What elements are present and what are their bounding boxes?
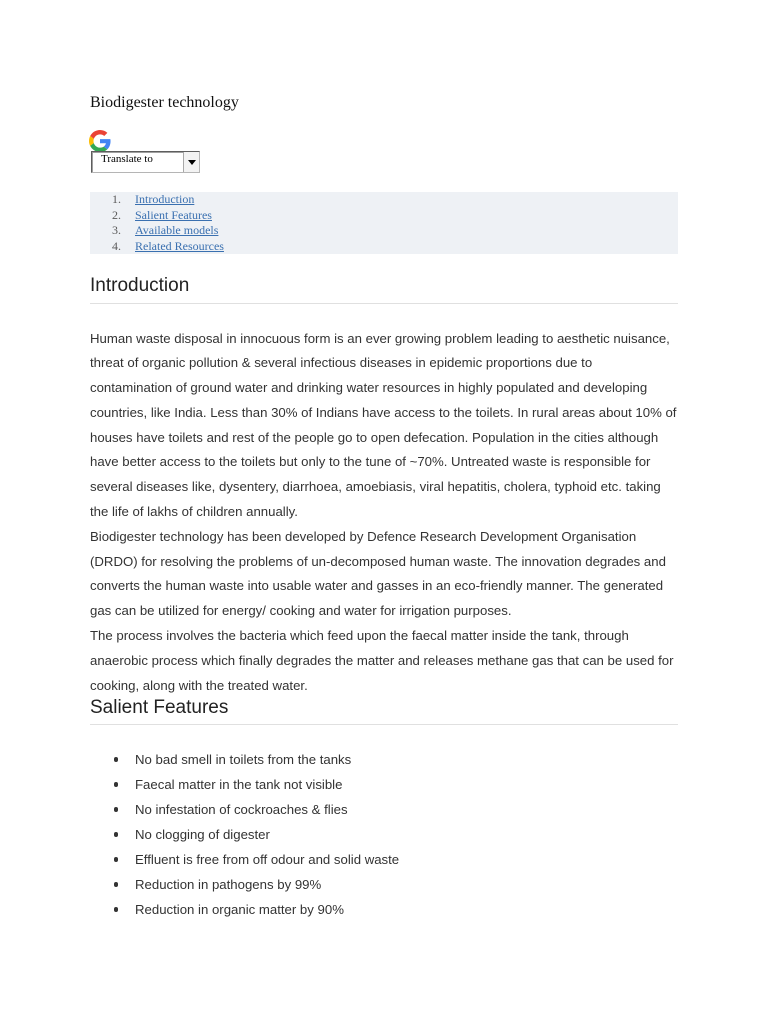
intro-paragraph bbox=[90, 525, 676, 624]
paragraph-line: the life of lakhs of children annually. bbox=[90, 504, 298, 520]
list-item-text: Reduction in organic matter by 90% bbox=[135, 901, 344, 917]
paragraph-line: The process involves the bacteria which feed upon the faecal matter inside the tank, through bbox=[90, 628, 629, 644]
paragraph-line: cooking, along with the treated water. bbox=[90, 677, 308, 693]
introduction-heading: Introduction bbox=[90, 275, 190, 296]
paragraph-line: Human waste disposal in innocuous form is an ever growing problem leading to aesthetic nuisance, bbox=[90, 330, 670, 346]
intro-paragraph bbox=[90, 624, 676, 698]
table-of-contents bbox=[90, 192, 678, 254]
toc-item-number: 2. bbox=[112, 207, 121, 222]
section-divider bbox=[90, 303, 678, 304]
translate-select-label: Translate to bbox=[101, 153, 153, 165]
list-item bbox=[90, 772, 399, 797]
intro-paragraph bbox=[90, 327, 676, 525]
salient-features-heading: Salient Features bbox=[90, 697, 229, 718]
paragraph-line: (DRDO) for resolving the problems of un-decomposed human waste. The innovation degrades and bbox=[90, 553, 666, 569]
paragraph-line: have better access to the toilets but only to the tune of ~70%. Untreated waste is responsible for bbox=[90, 454, 651, 470]
paragraph-line: threat of organic pollution & several infectious diseases in epidemic proportions due to bbox=[90, 355, 593, 371]
toc-item bbox=[90, 223, 678, 239]
paragraph-line: several diseases like, dysentery, diarrhoea, amoebiasis, viral hepatitis, cholera, typhoid etc. taking bbox=[90, 479, 661, 495]
toc-link-available-models[interactable]: Available models bbox=[135, 223, 219, 237]
list-item-text: No bad smell in toilets from the tanks bbox=[135, 751, 352, 767]
toc-item-number: 4. bbox=[112, 238, 121, 253]
toc-item bbox=[90, 239, 678, 255]
paragraph-line: converts the human waste into usable water and gasses in an eco-friendly manner. The generated bbox=[90, 578, 664, 594]
paragraph-line: gas can be utilized for energy/ cooking and water for irrigation purposes. bbox=[90, 603, 512, 619]
bullet bbox=[114, 782, 119, 787]
paragraph-line: contamination of ground water and drinking water resources in highly populated and developing bbox=[90, 380, 648, 396]
list-item-text: Faecal matter in the tank not visible bbox=[135, 776, 343, 792]
bullet bbox=[114, 882, 119, 887]
paragraph-line: anaerobic process which finally degrades the matter and releases methane gas that can be used for bbox=[90, 652, 674, 668]
list-item-text: Effluent is free from off odour and solid waste bbox=[135, 851, 400, 867]
paragraph-line: Biodigester technology has been developed by Defence Research Development Organisation bbox=[90, 528, 637, 544]
paragraph-line: countries, like India. Less than 30% of Indians have access to the toilets. In rural areas about 10% of bbox=[90, 404, 677, 420]
toc-link-introduction[interactable]: Introduction bbox=[135, 192, 195, 206]
google-g-icon-graphic bbox=[89, 130, 111, 152]
bullet bbox=[114, 832, 119, 837]
list-item bbox=[90, 822, 399, 847]
translate-select[interactable] bbox=[91, 151, 200, 173]
bullet bbox=[114, 757, 119, 762]
bullet bbox=[114, 807, 119, 812]
google-g-icon bbox=[89, 130, 111, 152]
list-item bbox=[90, 797, 399, 822]
toc-link-related-resources[interactable]: Related Resources bbox=[135, 238, 224, 253]
page-title: Biodigester technology bbox=[90, 94, 239, 111]
bullet bbox=[114, 857, 119, 862]
bullet bbox=[114, 907, 119, 912]
paragraph-line: houses have toilets and rest of the people go to open defecation. Population in the cities although bbox=[90, 429, 659, 445]
dropdown-arrow-icon[interactable] bbox=[183, 152, 199, 172]
list-item-text: No clogging of digester bbox=[135, 826, 270, 842]
introduction-body bbox=[90, 327, 676, 699]
toc-link-salient-features[interactable]: Salient Features bbox=[135, 207, 212, 222]
list-item-text: No infestation of cockroaches & flies bbox=[135, 801, 348, 817]
section-divider bbox=[90, 724, 678, 725]
toc-item bbox=[90, 192, 678, 208]
list-item-text: Reduction in pathogens by 99% bbox=[135, 876, 322, 892]
list-item bbox=[90, 847, 399, 872]
salient-features-list bbox=[90, 747, 399, 922]
toc-item-number: 1. bbox=[112, 192, 121, 206]
toc-item bbox=[90, 208, 678, 224]
list-item bbox=[90, 897, 399, 922]
dropdown-arrow-triangle bbox=[188, 160, 196, 165]
list-item bbox=[90, 747, 399, 772]
list-item bbox=[90, 872, 399, 897]
toc-item-number: 3. bbox=[112, 223, 121, 237]
